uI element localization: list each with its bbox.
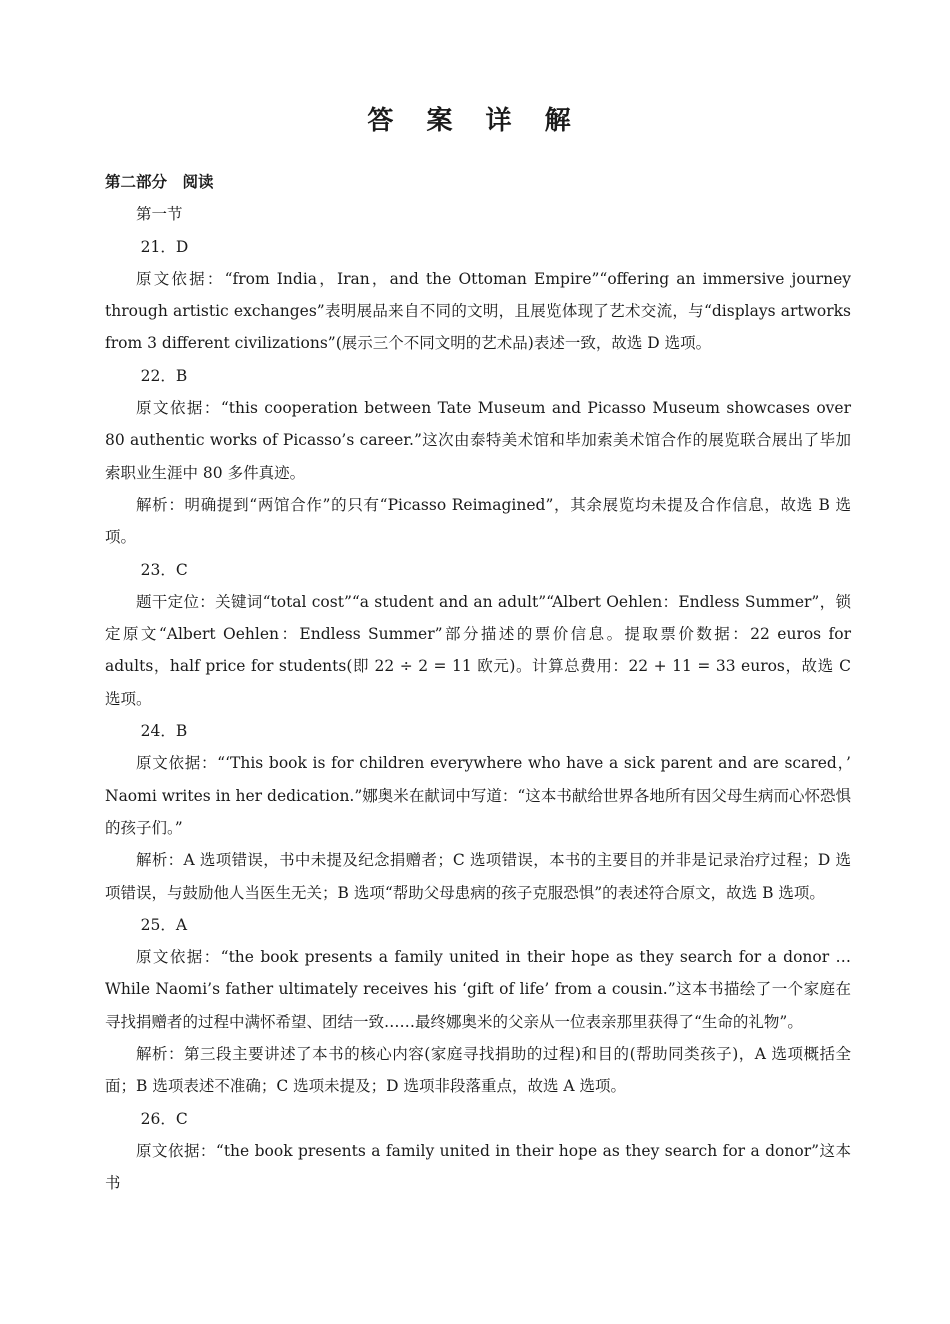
question-number: 23．C <box>140 560 188 579</box>
explanation-paragraph: 题干定位：关键词“total cost”“a student and an adult”“Albert Oehlen：Endless Summer”，锁定原文“Albert Oehlen：Endless Summer”部分描述的票价信息。提取票价数据：22 euros for adults，half price for students(即 22 ÷ 2 = 11 欧元)。计算总费用：22 + 11 = 33 euros，故选 C 选项。 <box>105 592 851 708</box>
explanation-paragraph: 解析：明确提到“两馆合作”的只有“Picasso Reimagined”，其余展览均未提及合作信息，故选 B 选项。 <box>105 495 851 547</box>
question-number: 21．D <box>140 237 189 256</box>
question-number: 26．C <box>140 1109 188 1128</box>
explanation-paragraph: 原文依据：“the book presents a family united in their hope as they search for a donor … While Naomi’s father ultimately receives his ‘gift of life’ from a cousin.”这本书描绘了一个家庭在寻找捐赠者的过程中满怀希望、团结一致……最终娜奥米的父亲从一位表亲那里获得了“生命的礼物”。 <box>105 948 851 1031</box>
explanation-paragraph: 解析：A 选项错误，书中未提及纪念捐赠者；C 选项错误，本书的主要目的并非是记录治疗过程；D 选项错误，与鼓励他人当医生无关；B 选项“帮助父母患病的孩子克服恐惧”的表述符合原文，故选 B 选项。 <box>105 851 851 902</box>
explanation-paragraph: 原文依据：“this cooperation between Tate Museum and Picasso Museum showcases over 80 authentic works of Picasso’s career.”这次由泰特美术馆和毕加索美术馆合作的展览联合展出了毕加索职业生涯中 80 多件真迹。 <box>105 399 851 482</box>
question-number: 24．B <box>140 722 188 741</box>
explanation-paragraph: 解析：第三段主要讲述了本书的核心内容(家庭寻找捐助的过程)和目的(帮助同类孩子)，A 选项概括全面；B 选项表述不准确；C 选项未提及；D 选项非段落重点，故选 A 选项。 <box>105 1045 851 1096</box>
section-heading: 第二部分 阅读 <box>105 173 214 191</box>
page-title: 答 案 详 解 <box>367 106 583 136</box>
explanation-paragraph: 原文依据：“the book presents a family united in their hope as they search for a donor”这本书 <box>105 1141 851 1193</box>
subsection-heading: 第一节 <box>136 205 183 224</box>
question-number: 22．B <box>140 366 188 385</box>
answer-content <box>105 166 851 1200</box>
question-number: 25．A <box>140 915 188 934</box>
explanation-paragraph: 原文依据：“‘This book is for children everywhere who have a sick parent and are scared，’ Naomi writes in her dedication.”娜奥米在献词中写道：“这本书献给世界各地所有因父母生病而心怀恐惧的孩子们。” <box>105 754 851 837</box>
explanation-paragraph: 原文依据：“from India，Iran，and the Ottoman Empire”“offering an immersive journey through artistic exchanges”表明展品来自不同的文明，且展览体现了艺术交流，与“displays artworks from 3 different civilizations”(展示三个不同文明的艺术品)表述一致，故选 D 选项。 <box>105 269 851 353</box>
